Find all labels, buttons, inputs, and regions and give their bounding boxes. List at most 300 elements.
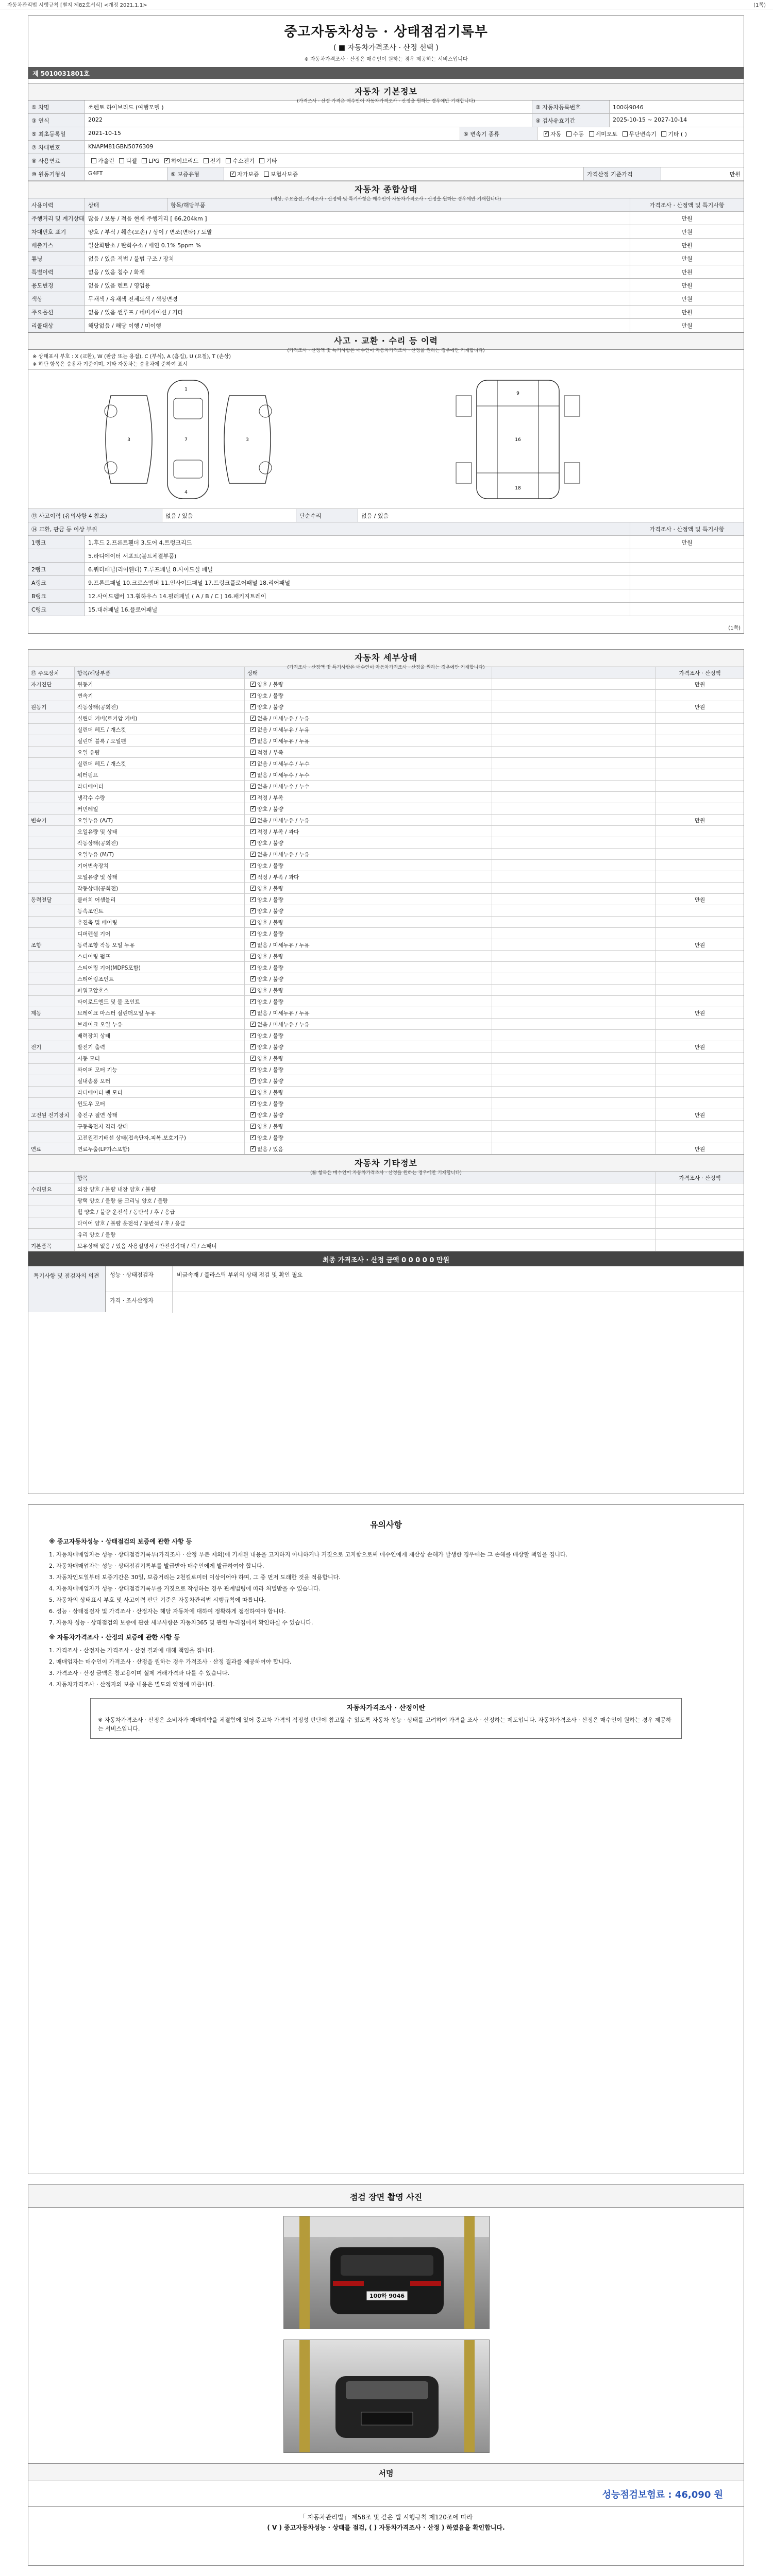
detail-price	[656, 792, 744, 803]
detail-price	[656, 905, 744, 916]
col-header: 가격조사 · 산정액	[679, 670, 721, 676]
detail-state	[245, 883, 492, 893]
detail-item: 실린더 커버(로커암 커버)	[75, 713, 245, 723]
detail-state	[245, 1087, 492, 1097]
detail-price: 만원	[694, 818, 705, 824]
col-header: 항목/해당부품	[75, 667, 245, 678]
detail-state	[245, 758, 492, 769]
detail-price	[656, 1087, 744, 1097]
checkbox-icon	[250, 931, 256, 936]
detail-state	[245, 951, 492, 961]
detail-state-text: 없음 / 미세누수 / 누수	[257, 772, 310, 778]
checkbox-icon	[164, 158, 170, 163]
summary-row	[28, 225, 744, 239]
detail-state-text: 양호 / 불량	[257, 1078, 283, 1084]
summary-rows	[28, 212, 744, 332]
detail-price	[656, 928, 744, 939]
detail-state-text: 없음 / 미세누유 / 누유	[257, 716, 310, 722]
car-name-value: 쏘렌토 하이브리드 (여행모델 )	[85, 100, 532, 113]
col-header: 상태	[85, 198, 167, 211]
other-value: 광택 양호 / 불량 룸 크리닝 양호 / 불량	[75, 1195, 656, 1206]
detail-row	[28, 701, 744, 713]
detail-state	[245, 1098, 492, 1109]
rank-price	[630, 549, 744, 562]
detail-device	[28, 1053, 75, 1063]
detail-item: 파워고압호스	[75, 985, 245, 995]
detail-state	[245, 724, 492, 735]
detail-item: 동력조향 작동 오일 누유	[75, 939, 245, 950]
detail-state-text: 양호 / 불량	[257, 999, 283, 1005]
other-value: 외장 양호 / 불량 내장 양호 / 불량	[75, 1183, 656, 1194]
detail-device	[28, 1087, 75, 1097]
detail-price	[656, 826, 744, 837]
detail-price: 만원	[694, 1112, 705, 1118]
checkbox-icon	[566, 131, 572, 137]
detail-spacer	[492, 1098, 656, 1109]
detail-state	[245, 973, 492, 984]
detail-item: 시동 모터	[75, 1053, 245, 1063]
detail-state	[245, 894, 492, 905]
detail-spacer	[492, 826, 656, 837]
detail-spacer	[492, 951, 656, 961]
detail-spacer	[492, 894, 656, 905]
rank-label: B랭크	[28, 589, 85, 602]
detail-state	[245, 1109, 492, 1120]
accident-header	[28, 332, 744, 353]
detail-row	[28, 1041, 744, 1053]
svg-text:4: 4	[184, 490, 188, 495]
appraisal-box-title: 자동차가격조사 · 산정이란	[346, 1704, 426, 1712]
detail-item: 연료누출(LP가스포함)	[75, 1143, 245, 1154]
checkbox-icon	[250, 1112, 256, 1117]
year-label: ③ 연식	[28, 114, 85, 127]
detail-state-text: 양호 / 불량	[257, 863, 283, 869]
summary-row	[28, 239, 744, 252]
detail-row	[28, 815, 744, 826]
detail-row	[28, 860, 744, 871]
detail-title: 자동차 세부상태	[355, 653, 417, 663]
detail-item: 와이퍼 모터 기능	[75, 1064, 245, 1075]
regno-value: 100하9046	[613, 104, 644, 111]
summary-sub: (색상, 주요옵션, 가격조사 · 산정액 및 특기사항은 매수인이 자동차가격조사 · 산정을 원하는 경우에만 기재합니다)	[271, 197, 501, 202]
detail-device	[28, 758, 75, 769]
other-row	[28, 1183, 744, 1195]
plate-number: 100하 9046	[369, 2293, 405, 2299]
col-spacer	[28, 1172, 75, 1183]
warranty-label: ⑨ 보증유형	[167, 167, 224, 180]
checkbox-icon	[250, 920, 256, 925]
detail-spacer	[492, 747, 656, 757]
rank-price	[630, 563, 744, 575]
checkbox-icon	[250, 976, 256, 981]
checkbox-icon	[250, 1101, 256, 1106]
detail-spacer	[492, 973, 656, 984]
trans-opt: 자동	[550, 131, 562, 138]
detail-state	[245, 962, 492, 973]
detail-item: 실린더 헤드 / 개스킷	[75, 724, 245, 735]
detail-device: 연료	[28, 1143, 75, 1154]
detail-state	[245, 815, 492, 825]
checkbox-icon	[250, 693, 256, 698]
detail-spacer	[492, 905, 656, 916]
note-item: 3. 가격조사 · 산정 금액은 참고용이며 실제 거래가격과 다를 수 있습니다.	[49, 1670, 229, 1676]
detail-device: 동력전달	[28, 894, 75, 905]
detail-item: 커먼레일	[75, 803, 245, 814]
detail-device	[28, 1098, 75, 1109]
detail-state	[245, 826, 492, 837]
regno-label: ② 자동차등록번호	[532, 100, 610, 113]
detail-state-text: 양호 / 불량	[257, 1056, 283, 1062]
other-row	[28, 1240, 744, 1251]
warranty-opt: 보험사보증	[271, 171, 298, 178]
summary-value: 양호 / 부식 / 훼손(오손) / 상이 / 변조(변타) / 도말	[85, 225, 630, 238]
detail-state-text: 양호 / 불량	[257, 886, 283, 892]
summary-value: 해당없음 / 해당 이행 / 미이행	[85, 319, 630, 332]
other-value: 타이어 양호 / 불량 운전석 / 동반석 / 후 / 응급	[75, 1217, 656, 1228]
rank-price	[630, 603, 744, 616]
detail-state-text: 양호 / 불량	[257, 931, 283, 937]
detail-state	[245, 837, 492, 848]
detail-item: 고전원전기배선 상태(접속단자,피복,보호기구)	[75, 1132, 245, 1143]
rank-items: 12.사이드멤버 13.휠하우스 14.필러패널 ( A / B / C ) 16.패키지트레이	[85, 589, 630, 602]
detail-price	[656, 1064, 744, 1075]
trans-opt: 무단변속기	[629, 131, 657, 138]
detail-price	[656, 962, 744, 973]
svg-text:18: 18	[515, 486, 521, 491]
detail-item: 기어변속장치	[75, 860, 245, 871]
detail-device	[28, 849, 75, 859]
detail-head-row	[28, 667, 744, 679]
fuel-opt: LPG	[148, 158, 160, 164]
notes-items-2	[49, 1646, 723, 1689]
detail-price	[656, 781, 744, 791]
rank-label	[28, 549, 85, 562]
detail-device	[28, 826, 75, 837]
checkbox-icon	[250, 1022, 256, 1027]
detail-row	[28, 747, 744, 758]
checkbox-icon	[250, 1010, 256, 1015]
col-header: 가격조사 · 산정액 및 특기사항	[649, 526, 725, 533]
basic-info-sub: (가격조사 · 산정 가격은 매수인이 자동차가격조사 · 산정을 원하는 경우에만 기재합니다)	[297, 99, 475, 104]
detail-item: 타이로드엔드 및 볼 조인트	[75, 996, 245, 1007]
detail-row	[28, 769, 744, 781]
trans-opt: 세미오토	[595, 131, 618, 138]
summary-price: 만원	[681, 296, 693, 302]
col-header: 항목/해당부품	[167, 198, 630, 211]
detail-device	[28, 985, 75, 995]
fuel-opt: 하이브리드	[171, 158, 199, 164]
detail-device	[28, 962, 75, 973]
detail-price	[656, 883, 744, 893]
detail-price	[656, 1075, 744, 1086]
detail-price	[656, 849, 744, 859]
checkbox-icon	[250, 840, 256, 845]
detail-item: 추진축 및 베어링	[75, 917, 245, 927]
rank-label: C랭크	[28, 603, 85, 616]
detail-state-text: 양호 / 불량	[257, 1090, 283, 1096]
rank-price: 만원	[681, 539, 693, 546]
detail-device	[28, 860, 75, 871]
car-diagram	[28, 370, 744, 509]
page-number: (1쪽)	[728, 625, 741, 631]
detail-item: 브레이크 오일 누유	[75, 1019, 245, 1029]
repair-value: 없음 / 있음	[361, 513, 389, 519]
detail-row	[28, 1132, 744, 1143]
detail-state-text: 없음 / 미세누유 / 누유	[257, 727, 310, 733]
detail-device	[28, 792, 75, 803]
detail-price: 만원	[694, 897, 705, 903]
detail-price: 만원	[694, 942, 705, 948]
fuel-label: ⑧ 사용연료	[28, 154, 85, 167]
detail-item: 작동상태(공회전)	[75, 883, 245, 893]
sign-law	[28, 2507, 744, 2538]
detail-state-text: 양호 / 불량	[257, 1135, 283, 1141]
checkbox-icon	[250, 1044, 256, 1049]
detail-device: 자기진단	[28, 679, 75, 689]
summary-price: 만원	[681, 309, 693, 316]
fuel-opt: 전기	[210, 158, 221, 164]
detail-device	[28, 713, 75, 723]
warranty-opt: 자가보증	[237, 171, 259, 178]
col-header: ⑮ 주요장치	[28, 667, 75, 678]
detail-device	[28, 1030, 75, 1041]
summary-value: 무채색 / 유채색 전체도색 / 색상변경	[85, 292, 630, 305]
checkbox-icon	[250, 738, 256, 743]
engine-value: G4FT	[85, 167, 167, 180]
detail-price	[656, 724, 744, 735]
detail-row	[28, 1121, 744, 1132]
appraiser-label: 가격 · 조사산정자	[106, 1292, 173, 1313]
detail-device	[28, 724, 75, 735]
detail-row	[28, 1019, 744, 1030]
photo-rear	[283, 2216, 490, 2329]
checkbox-icon	[250, 784, 256, 789]
detail-state-text: 양호 / 불량	[257, 704, 283, 710]
detail-device	[28, 928, 75, 939]
detail-state	[245, 735, 492, 746]
accident-row	[28, 589, 744, 603]
detail-state	[245, 1007, 492, 1018]
detail-device	[28, 996, 75, 1007]
detail-state	[245, 1132, 492, 1143]
car-front-image	[284, 2340, 490, 2453]
detail-row	[28, 826, 744, 837]
detail-device	[28, 951, 75, 961]
svg-text:16: 16	[515, 437, 521, 443]
detail-spacer	[492, 758, 656, 769]
summary-value: 없음 / 있음 렌트 / 영업용	[85, 279, 630, 292]
detail-state-text: 양호 / 불량	[257, 954, 283, 960]
svg-text:3: 3	[246, 437, 249, 443]
rank-items: 1.후드 2.프론트휀더 3.도어 4.트렁크리드	[85, 536, 630, 549]
detail-price	[656, 713, 744, 723]
other-header	[28, 1155, 744, 1176]
summary-row	[28, 292, 744, 306]
summary-key: 주행거리 및 계기상태	[28, 212, 85, 225]
fuel-opt: 기타	[266, 158, 277, 164]
detail-row	[28, 792, 744, 803]
detail-device	[28, 973, 75, 984]
base-price-value: 만원	[729, 171, 741, 178]
detail-state-text: 양호 / 불량	[257, 908, 283, 914]
detail-price	[656, 758, 744, 769]
accident-rows	[28, 536, 744, 616]
detail-device	[28, 1121, 75, 1131]
checkbox-icon	[250, 761, 256, 766]
detail-device	[28, 905, 75, 916]
inspector-label: 성능 · 상태점검자	[106, 1266, 173, 1292]
detail-spacer	[492, 1132, 656, 1143]
other-key	[28, 1206, 75, 1217]
detail-row	[28, 905, 744, 917]
detail-item: 실린더 블록 / 오일팬	[75, 735, 245, 746]
other-row	[28, 1195, 744, 1206]
detail-row	[28, 690, 744, 701]
detail-item: 구동축전지 격리 상태	[75, 1121, 245, 1131]
detail-spacer	[492, 1007, 656, 1018]
rank-label: 2랭크	[28, 563, 85, 575]
detail-item: 스티어링 펌프	[75, 951, 245, 961]
detail-state	[245, 679, 492, 689]
accident-cols-row	[28, 522, 744, 536]
detail-row	[28, 849, 744, 860]
accident-row	[28, 549, 744, 563]
detail-device: 변속기	[28, 815, 75, 825]
detail-state	[245, 871, 492, 882]
checkbox-icon	[230, 172, 236, 177]
note-item: 7. 자동차 성능 · 상태점검의 보증에 관한 세부사항은 자동차365 및 관련 누리집에서 확인하실 수 있습니다.	[49, 1619, 313, 1626]
basic-row	[28, 100, 744, 114]
detail-price: 만원	[694, 704, 705, 710]
detail-device	[28, 837, 75, 848]
appraisal-box	[90, 1698, 682, 1739]
checkbox-icon	[250, 1067, 256, 1072]
detail-item: 윈도우 모터	[75, 1098, 245, 1109]
other-key: 수리필요	[28, 1183, 75, 1194]
appraiser-text	[173, 1292, 744, 1313]
detail-item: 오일유량 및 상태	[75, 871, 245, 882]
sign-law-line-1: 「 자동차관리법」 제58조 및 같은 법 시행규칙 제120조에 따라	[299, 2514, 473, 2521]
detail-spacer	[492, 871, 656, 882]
detail-device: 원동기	[28, 701, 75, 712]
checkbox-icon	[250, 942, 256, 947]
detail-row	[28, 758, 744, 769]
checkbox-icon	[250, 1090, 256, 1095]
summary-price: 만원	[681, 215, 693, 222]
detail-state-text: 양호 / 불량	[257, 897, 283, 903]
detail-item: 원동기	[75, 679, 245, 689]
fuel-opt: 디젤	[126, 158, 137, 164]
detail-spacer	[492, 1075, 656, 1086]
checkbox-icon	[204, 158, 209, 163]
detail-item: 작동상태(공회전)	[75, 701, 245, 712]
detail-item: 라디에이터 팬 모터	[75, 1087, 245, 1097]
summary-value: 일산화탄소 / 탄화수소 / 매연 0.1% 5ppm %	[85, 239, 630, 251]
accident-row	[28, 563, 744, 576]
other-price	[656, 1183, 744, 1194]
detail-state	[245, 1121, 492, 1131]
form-note: ※ 자동차가격조사 · 산정은 매수인이 원하는 경우 제공하는 서비스입니다	[304, 57, 468, 62]
detail-spacer	[492, 792, 656, 803]
first-reg-label: ⑤ 최초등록일	[28, 127, 85, 140]
accident-sub: (가격조사 · 산정액 및 특기사항은 매수인이 자동차가격조사 · 산정을 원하는 경우에만 기재합니다)	[287, 348, 485, 353]
detail-item: 오일 유량	[75, 747, 245, 757]
page-2	[28, 649, 744, 1494]
fuel-options	[85, 154, 744, 167]
basic-info-title: 자동차 기본정보	[355, 87, 417, 96]
legend-text-2: ※ 하단 항목은 승용차 기준이며, 기타 자동차는 승용차에 준하여 표시	[32, 362, 188, 367]
rank-items: 9.프론트패널 10.크로스멤버 11.인사이드패널 17.트렁크플로어패널 18.리어패널	[85, 576, 630, 589]
detail-price	[656, 837, 744, 848]
detail-state	[245, 1019, 492, 1029]
accident-row	[28, 576, 744, 589]
detail-price	[656, 1121, 744, 1131]
checkbox-icon	[250, 999, 256, 1004]
detail-state-text: 양호 / 불량	[257, 840, 283, 846]
other-price	[656, 1229, 744, 1240]
col-header: 항목	[75, 1172, 656, 1183]
detail-state	[245, 747, 492, 757]
detail-state	[245, 690, 492, 701]
detail-state	[245, 905, 492, 916]
checkbox-icon	[259, 158, 264, 163]
special-body	[106, 1266, 744, 1312]
summary-row	[28, 265, 744, 279]
detail-device	[28, 803, 75, 814]
checkbox-icon	[589, 131, 594, 137]
detail-state	[245, 701, 492, 712]
year-value: 2022	[85, 114, 532, 127]
checkbox-icon	[250, 682, 256, 687]
checkbox-icon	[250, 795, 256, 800]
summary-key: 주요옵션	[28, 306, 85, 318]
detail-spacer	[492, 1064, 656, 1075]
svg-text:3: 3	[127, 437, 130, 443]
detail-spacer	[492, 1087, 656, 1097]
checkbox-icon	[661, 131, 666, 137]
checkbox-icon	[264, 172, 269, 177]
detail-rows	[28, 679, 744, 1155]
vin-value: KNAPM81GBN5076309	[88, 143, 154, 150]
summary-key: 차대번호 표기	[28, 225, 85, 238]
detail-spacer	[492, 985, 656, 995]
checkbox-icon	[250, 750, 256, 755]
other-title: 자동차 기타정보	[355, 1158, 417, 1168]
note-item: 2. 자동차매매업자는 성능 · 상태점검기록부를 발급받아 매수인에게 발급하여야 합니다.	[49, 1563, 264, 1569]
checkbox-icon	[250, 954, 256, 959]
detail-row	[28, 1075, 744, 1087]
detail-item: 냉각수 수량	[75, 792, 245, 803]
note-item: 1. 가격조사 · 산정자는 가격조사 · 산정 결과에 대해 책임을 집니다.	[49, 1647, 215, 1654]
note-item: 3. 자동차인도일부터 보증기간은 30일, 보증거리는 2천킬로미터 이상이어야 하며, 그 중 먼저 도래한 것을 적용합니다.	[49, 1574, 341, 1581]
detail-row	[28, 894, 744, 905]
history-value: 없음 / 있음	[162, 509, 296, 522]
checkbox-icon	[250, 965, 256, 970]
detail-price: 만원	[694, 682, 705, 688]
trans-options	[537, 127, 744, 140]
basic-row	[28, 167, 744, 181]
detail-state-text: 양호 / 불량	[257, 1112, 283, 1118]
detail-spacer	[492, 1121, 656, 1131]
other-price	[656, 1206, 744, 1217]
detail-device: 전기	[28, 1041, 75, 1052]
detail-state-text: 양호 / 불량	[257, 1033, 283, 1039]
appraisal-box-text: ※ 자동차가격조사 · 산정은 소비자가 매매계약을 체결함에 있어 중고차 가격의 적정성 판단에 참고할 수 있도록 자동차 성능 · 상태를 고려하여 가격을 조사 · 산정하는 제도입니다. 자동차가격조사 · 산정은 매수인이 원하는 경우 제공하는 서비스입니다.	[98, 1717, 671, 1732]
other-row	[28, 1229, 744, 1240]
vin-label: ⑦ 차대번호	[28, 141, 85, 154]
checkbox-icon	[250, 704, 256, 709]
other-row	[28, 1206, 744, 1217]
